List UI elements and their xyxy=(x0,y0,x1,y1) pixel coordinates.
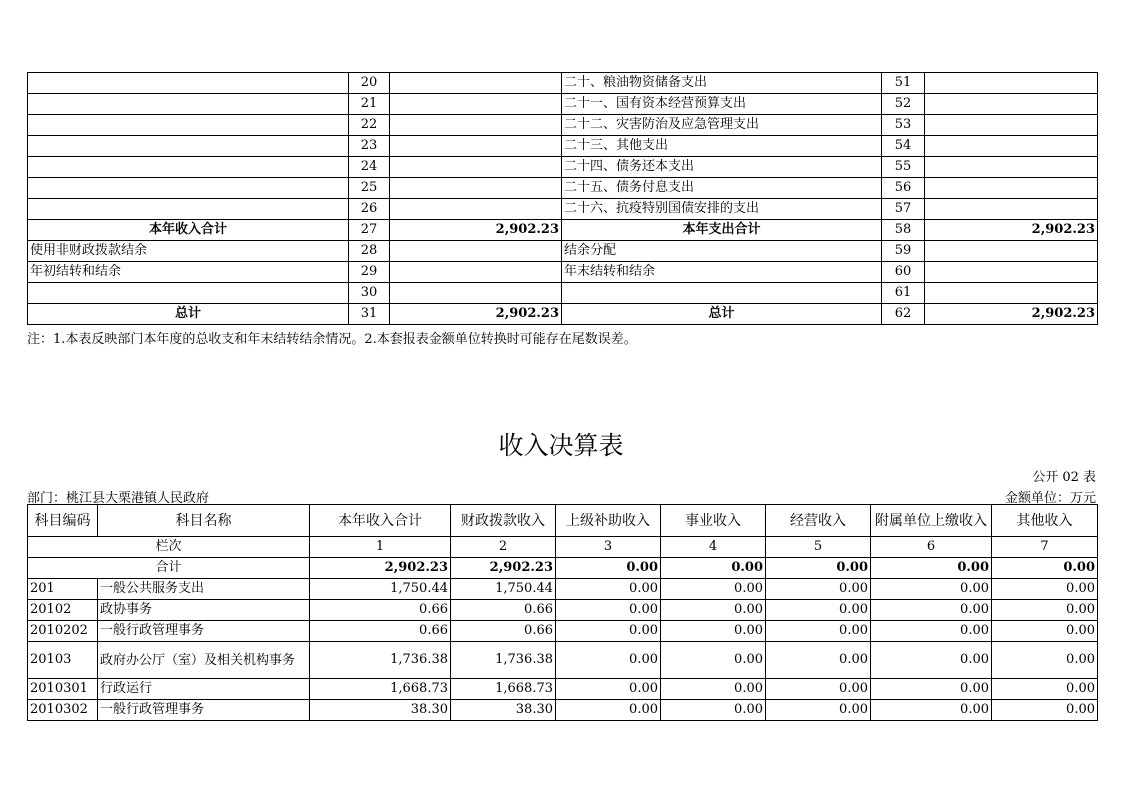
income-line-number: 28 xyxy=(349,241,390,262)
expense-amount xyxy=(925,178,1098,199)
income-item-label xyxy=(28,157,349,178)
subject-name: 政府办公厅（室）及相关机构事务 xyxy=(98,642,310,679)
income-item-label: 使用非财政拨款结余 xyxy=(28,241,349,262)
amount-cell: 38.30 xyxy=(451,700,556,721)
income-amount xyxy=(390,157,562,178)
expense-item-label: 二十四、债务还本支出 xyxy=(562,157,882,178)
column-header: 经营收入 xyxy=(766,505,871,537)
table-row xyxy=(28,262,1098,283)
amount-cell: 0.66 xyxy=(310,600,451,621)
expense-line-number: 54 xyxy=(882,136,925,157)
amount-cell: 0.00 xyxy=(661,679,766,700)
income-line-number: 30 xyxy=(349,283,390,304)
amount-cell: 0.00 xyxy=(556,600,661,621)
expense-line-number: 51 xyxy=(882,73,925,94)
table-row xyxy=(28,621,1098,642)
income-item-label xyxy=(28,199,349,220)
income-amount xyxy=(390,94,562,115)
subject-code: 201 xyxy=(28,579,98,600)
income-line-number: 24 xyxy=(349,157,390,178)
column-number: 4 xyxy=(661,537,766,558)
table-row xyxy=(28,73,1098,94)
table-row xyxy=(28,136,1098,157)
column-number-label: 栏次 xyxy=(28,537,310,558)
expense-item-label: 年末结转和结余 xyxy=(562,262,882,283)
column-number: 5 xyxy=(766,537,871,558)
income-table xyxy=(27,504,1098,721)
income-amount xyxy=(390,136,562,157)
table-row xyxy=(28,220,1098,241)
amount-cell: 0.00 xyxy=(871,700,992,721)
expense-item-label: 二十二、灾害防治及应急管理支出 xyxy=(562,115,882,136)
expense-line-number: 60 xyxy=(882,262,925,283)
income-amount xyxy=(390,199,562,220)
income-item-label xyxy=(28,136,349,157)
income-amount xyxy=(390,73,562,94)
income-item-label: 年初结转和结余 xyxy=(28,262,349,283)
income-amount: 2,902.23 xyxy=(390,220,562,241)
department-label: 部门：桃江县大栗港镇人民政府 xyxy=(27,491,210,506)
amount-cell: 1,668.73 xyxy=(310,679,451,700)
expense-line-number: 61 xyxy=(882,283,925,304)
column-header: 本年收入合计 xyxy=(310,505,451,537)
subject-name: 一般行政管理事务 xyxy=(98,621,310,642)
amount-cell: 0.00 xyxy=(871,579,992,600)
amount-cell: 0.00 xyxy=(766,642,871,679)
amount-cell: 0.00 xyxy=(992,679,1098,700)
column-header: 科目编码 xyxy=(28,505,98,537)
amount-cell: 0.00 xyxy=(871,679,992,700)
amount-cell: 0.00 xyxy=(661,642,766,679)
income-amount xyxy=(390,178,562,199)
income-item-label xyxy=(28,73,349,94)
amount-cell: 0.00 xyxy=(661,579,766,600)
amount-cell: 0.00 xyxy=(556,679,661,700)
column-number: 3 xyxy=(556,537,661,558)
subject-code: 20102 xyxy=(28,600,98,621)
amount-cell: 0.00 xyxy=(766,700,871,721)
expense-item-label: 二十、粮油物资储备支出 xyxy=(562,73,882,94)
amount-cell: 0.00 xyxy=(556,642,661,679)
income-line-number: 23 xyxy=(349,136,390,157)
amount-unit-label: 金额单位：万元 xyxy=(1004,491,1096,506)
amount-cell: 0.00 xyxy=(992,621,1098,642)
column-header: 事业收入 xyxy=(661,505,766,537)
expense-amount xyxy=(925,115,1098,136)
income-line-number: 31 xyxy=(349,304,390,325)
income-line-number: 27 xyxy=(349,220,390,241)
form-number: 公开 02 表 xyxy=(1032,470,1096,485)
table-row xyxy=(28,115,1098,136)
amount-cell: 0.66 xyxy=(310,621,451,642)
expense-amount xyxy=(925,73,1098,94)
income-line-number: 21 xyxy=(349,94,390,115)
income-item-label xyxy=(28,178,349,199)
amount-cell: 0.66 xyxy=(451,621,556,642)
total-value: 2,902.23 xyxy=(310,558,451,579)
total-label: 合计 xyxy=(28,558,310,579)
expense-item-label: 本年支出合计 xyxy=(562,220,882,241)
income-item-label xyxy=(28,115,349,136)
expense-line-number: 59 xyxy=(882,241,925,262)
expense-amount xyxy=(925,283,1098,304)
income-amount xyxy=(390,115,562,136)
table-row xyxy=(28,600,1098,621)
amount-cell: 0.00 xyxy=(992,600,1098,621)
expense-amount xyxy=(925,199,1098,220)
expense-line-number: 58 xyxy=(882,220,925,241)
income-item-label xyxy=(28,94,349,115)
expense-line-number: 52 xyxy=(882,94,925,115)
column-header: 科目名称 xyxy=(98,505,310,537)
column-number: 7 xyxy=(992,537,1098,558)
total-value: 0.00 xyxy=(661,558,766,579)
column-header: 财政拨款收入 xyxy=(451,505,556,537)
amount-cell: 0.00 xyxy=(766,679,871,700)
subject-name: 一般行政管理事务 xyxy=(98,700,310,721)
page-title: 收入决算表 xyxy=(498,431,624,460)
table-note: 注：1.本表反映部门本年度的总收支和年末结转结余情况。2.本套报表金额单位转换时可能存在尾数误差。 xyxy=(27,332,637,347)
column-header: 附属单位上缴收入 xyxy=(871,505,992,537)
total-value: 2,902.23 xyxy=(451,558,556,579)
expense-amount: 2,902.23 xyxy=(925,220,1098,241)
table-row xyxy=(28,157,1098,178)
expense-item-label: 二十五、债务付息支出 xyxy=(562,178,882,199)
expense-amount xyxy=(925,262,1098,283)
table-row xyxy=(28,241,1098,262)
column-number-row xyxy=(28,537,1098,558)
amount-cell: 1,750.44 xyxy=(451,579,556,600)
subject-code: 2010301 xyxy=(28,679,98,700)
income-line-number: 25 xyxy=(349,178,390,199)
subject-code: 2010202 xyxy=(28,621,98,642)
amount-cell: 38.30 xyxy=(310,700,451,721)
income-amount xyxy=(390,283,562,304)
expense-item-label xyxy=(562,283,882,304)
amount-cell: 1,736.38 xyxy=(310,642,451,679)
expense-item-label: 二十一、国有资本经营预算支出 xyxy=(562,94,882,115)
income-amount: 2,902.23 xyxy=(390,304,562,325)
amount-cell: 0.00 xyxy=(556,621,661,642)
expense-amount xyxy=(925,136,1098,157)
table-row xyxy=(28,679,1098,700)
amount-cell: 0.00 xyxy=(992,700,1098,721)
expense-item-label: 二十三、其他支出 xyxy=(562,136,882,157)
header-row xyxy=(28,505,1098,537)
expense-amount: 2,902.23 xyxy=(925,304,1098,325)
expense-line-number: 62 xyxy=(882,304,925,325)
income-item-label: 总计 xyxy=(28,304,349,325)
amount-cell: 0.00 xyxy=(766,600,871,621)
total-value: 0.00 xyxy=(766,558,871,579)
income-line-number: 22 xyxy=(349,115,390,136)
expense-amount xyxy=(925,241,1098,262)
table-row xyxy=(28,579,1098,600)
amount-cell: 0.00 xyxy=(871,600,992,621)
total-value: 0.00 xyxy=(871,558,992,579)
table-row xyxy=(28,178,1098,199)
expense-line-number: 56 xyxy=(882,178,925,199)
income-item-label xyxy=(28,283,349,304)
total-value: 0.00 xyxy=(992,558,1098,579)
expense-line-number: 55 xyxy=(882,157,925,178)
income-line-number: 20 xyxy=(349,73,390,94)
income-item-label: 本年收入合计 xyxy=(28,220,349,241)
amount-cell: 0.00 xyxy=(992,642,1098,679)
balance-table xyxy=(27,72,1098,325)
expense-item-label: 二十六、抗疫特别国债安排的支出 xyxy=(562,199,882,220)
income-line-number: 29 xyxy=(349,262,390,283)
table-row xyxy=(28,283,1098,304)
column-number: 2 xyxy=(451,537,556,558)
amount-cell: 0.00 xyxy=(661,621,766,642)
table-row xyxy=(28,199,1098,220)
amount-cell: 1,750.44 xyxy=(310,579,451,600)
expense-item-label: 结余分配 xyxy=(562,241,882,262)
column-number: 1 xyxy=(310,537,451,558)
amount-cell: 0.00 xyxy=(661,700,766,721)
subject-code: 20103 xyxy=(28,642,98,679)
total-row xyxy=(28,558,1098,579)
table-row xyxy=(28,700,1098,721)
amount-cell: 0.00 xyxy=(661,600,766,621)
subject-name: 行政运行 xyxy=(98,679,310,700)
subject-name: 一般公共服务支出 xyxy=(98,579,310,600)
amount-cell: 0.00 xyxy=(992,579,1098,600)
column-number: 6 xyxy=(871,537,992,558)
amount-cell: 0.00 xyxy=(871,642,992,679)
table-row xyxy=(28,94,1098,115)
expense-amount xyxy=(925,94,1098,115)
amount-cell: 0.66 xyxy=(451,600,556,621)
expense-amount xyxy=(925,157,1098,178)
amount-cell: 0.00 xyxy=(871,621,992,642)
total-value: 0.00 xyxy=(556,558,661,579)
expense-item-label: 总计 xyxy=(562,304,882,325)
expense-line-number: 57 xyxy=(882,199,925,220)
income-amount xyxy=(390,262,562,283)
amount-cell: 0.00 xyxy=(766,621,871,642)
column-header: 上级补助收入 xyxy=(556,505,661,537)
subject-name: 政协事务 xyxy=(98,600,310,621)
expense-line-number: 53 xyxy=(882,115,925,136)
column-header: 其他收入 xyxy=(992,505,1098,537)
income-amount xyxy=(390,241,562,262)
amount-cell: 0.00 xyxy=(766,579,871,600)
amount-cell: 1,668.73 xyxy=(451,679,556,700)
table-row xyxy=(28,642,1098,679)
income-line-number: 26 xyxy=(349,199,390,220)
table-row xyxy=(28,304,1098,325)
amount-cell: 1,736.38 xyxy=(451,642,556,679)
subject-code: 2010302 xyxy=(28,700,98,721)
amount-cell: 0.00 xyxy=(556,579,661,600)
amount-cell: 0.00 xyxy=(556,700,661,721)
